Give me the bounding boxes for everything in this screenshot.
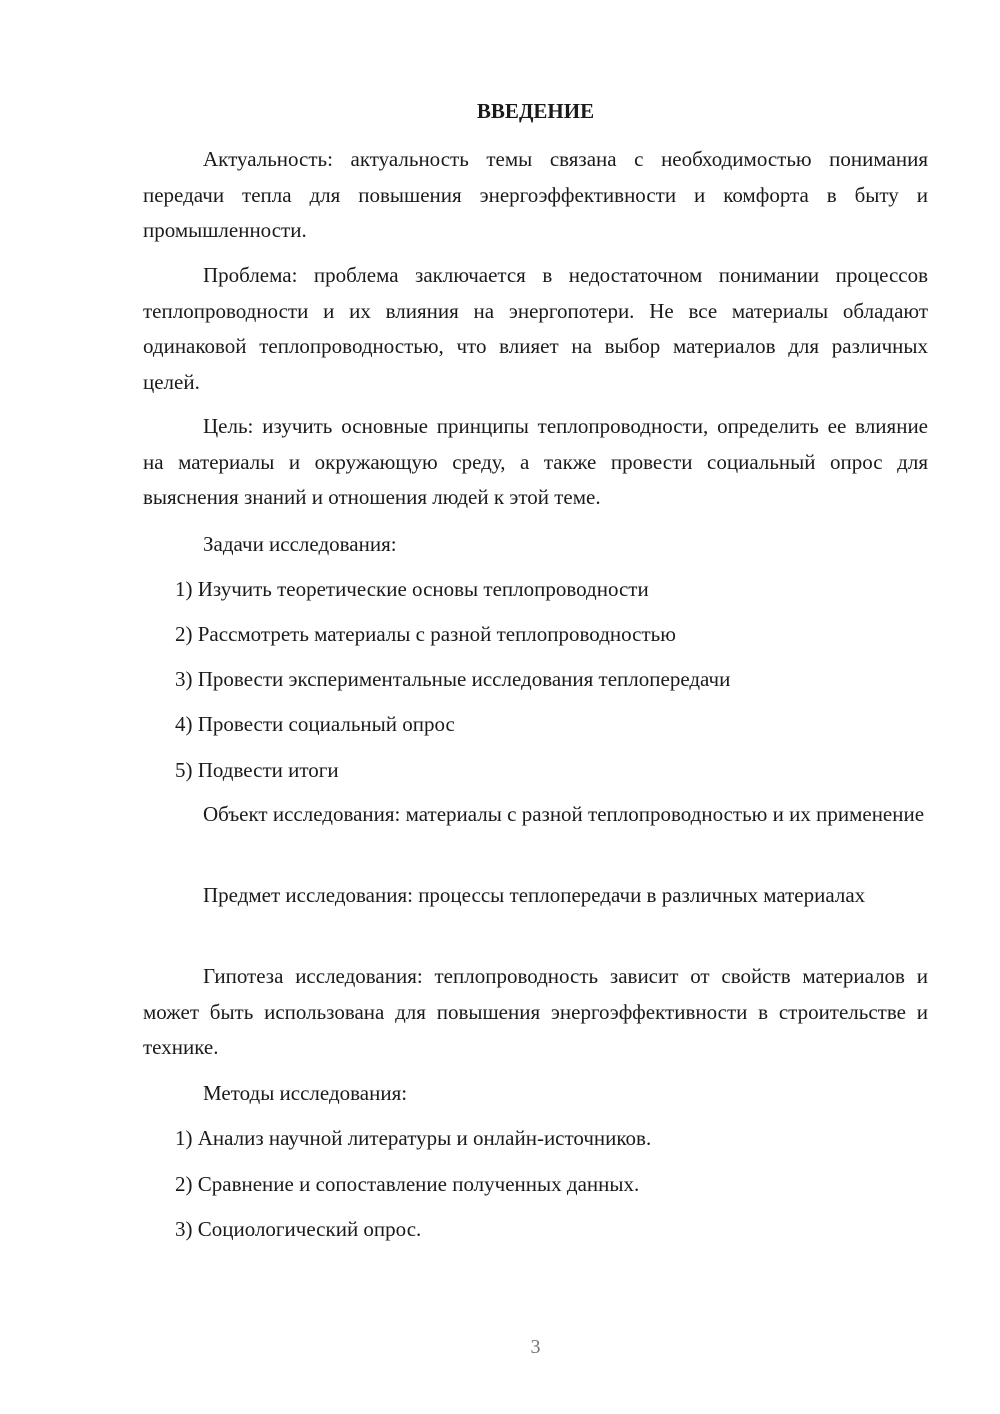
page-number: 3 [530,1336,541,1358]
task-item-5: 5) Подвести итоги [175,758,339,782]
task-item-3: 3) Провести экспериментальные исследования теплопередачи [175,667,731,691]
methods-heading: Методы исследования: [203,1081,408,1105]
page-title: ВВЕДЕНИЕ [476,99,595,123]
task-item-2: 2) Рассмотреть материалы с разной теплопроводностью [175,622,676,646]
task-item-4: 4) Провести социальный опрос [175,712,455,736]
method-item-3: 3) Социологический опрос. [175,1217,422,1241]
problem-paragraph: Проблема: проблема заключается в недостаточном понимании процессов теплопроводности и их влияния на энергопотери. Не все материалы обладают одинаковой теплопроводностью, что влияет на выбор материалов для различных целей. [143,263,928,394]
subject-paragraph: Предмет исследования: процессы теплопередачи в различных материалах [203,883,866,907]
tasks-heading: Задачи исследования: [203,532,397,556]
task-item-1: 1) Изучить теоретические основы теплопроводности [175,577,649,601]
method-item-2: 2) Сравнение и сопоставление полученных данных. [175,1172,640,1196]
relevance-paragraph: Актуальность: актуальность темы связана с необходимостью понимания передачи тепла для повышения энергоэффективности и комфорта в быту и промышленности. [143,147,928,242]
hypothesis-paragraph: Гипотеза исследования: теплопроводность зависит от свойств материалов и может быть использована для повышения энергоэффективности в строительстве и технике. [143,964,928,1059]
method-item-1: 1) Анализ научной литературы и онлайн-источников. [175,1126,652,1150]
goal-paragraph: Цель: изучить основные принципы теплопроводности, определить ее влияние на материалы и окружающую среду, а также провести социальный опрос для выяснения знаний и отношения людей к этой теме. [143,414,928,509]
object-paragraph: Объект исследования: материалы с разной теплопроводностью и их применение [203,802,925,826]
